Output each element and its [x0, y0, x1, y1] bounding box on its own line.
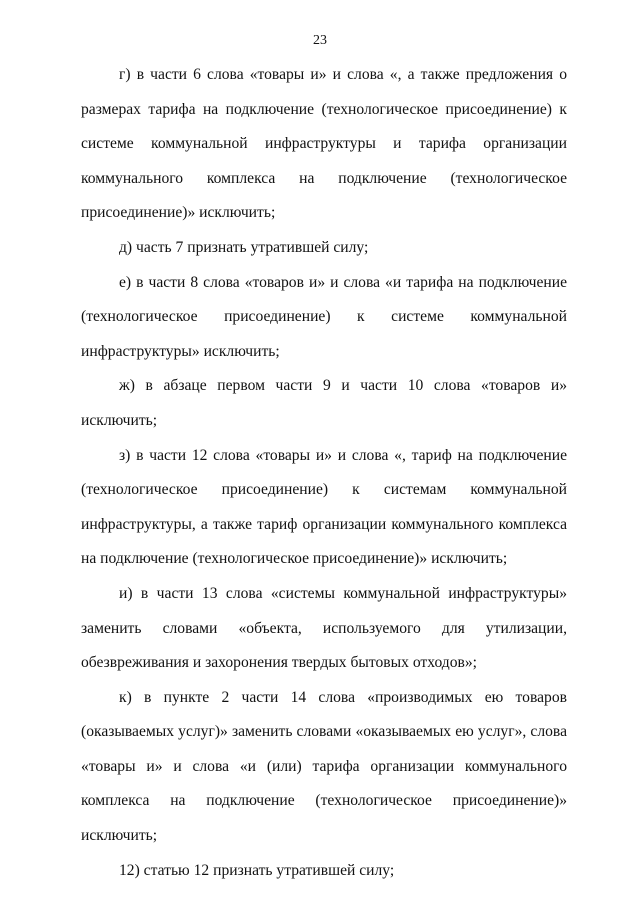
- paragraph-item-zh: ж) в абзаце первом части 9 и части 10 слова «товаров и» исключить;: [81, 377, 567, 429]
- page-number: 23: [313, 33, 327, 48]
- paragraph-item-12: 12) статью 12 признать утратившей силу;: [119, 861, 395, 879]
- paragraph-item-i: и) в части 13 слова «системы коммунальной инфраструктуры» заменить словами «объекта, используемого для утилизации, обезвреживания и захоронения твердых бытовых отходов»;: [81, 584, 567, 672]
- paragraph-item-d: д) часть 7 признать утратившей силу;: [119, 238, 369, 256]
- paragraph-item-k: к) в пункте 2 части 14 слова «производимых ею товаров (оказываемых услуг)» заменить словами «оказываемых ею услуг», слова «товары и» и слова «и (или) тарифа организации коммунального комплекса на подключение (технологическое присоединение)» исключить;: [81, 688, 567, 845]
- document-body: [81, 58, 567, 888]
- paragraph-item-e: е) в части 8 слова «товаров и» и слова «и тарифа на подключение (технологическое присоединение) к системе коммунальной инфраструктуры» исключить;: [81, 273, 567, 360]
- paragraph-item-g: г) в части 6 слова «товары и» и слова «, а также предложения о размерах тарифа на подключение (технологическое присоединение) к системе коммунальной инфраструктуры и тарифа организации коммунального комплекса на подключение (технологическое присоединение)» исключить;: [81, 66, 567, 222]
- paragraph-item-z: з) в части 12 слова «товары и» и слова «, тариф на подключение (технологическое присоединение) к системам коммунальной инфраструктуры, а также тариф организации коммунального комплекса на подключение (технологическое присоединение)» исключить;: [81, 446, 567, 568]
